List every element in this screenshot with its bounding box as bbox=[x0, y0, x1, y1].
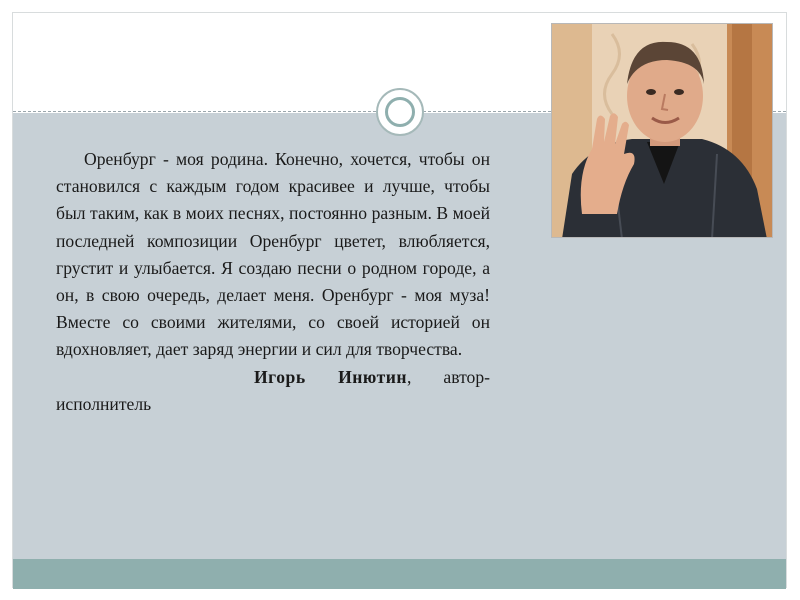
author-photo bbox=[551, 23, 773, 238]
quote-block bbox=[56, 146, 490, 418]
circle-ornament-inner bbox=[385, 97, 415, 127]
footer-bar bbox=[13, 559, 786, 589]
quote-text: Оренбург - моя родина. Конечно, хочется, чтобы он становился с каждым годом красивее и лучше, чтобы был таким, как в моих песнях, постоянно разным. В моей последней композиции Оренбург цветет, влюбляется, грустит и улыбается. Я создаю песни о родном городе, а он, в свою очередь, делает меня. Оренбург - моя муза! Вместе со своими жителями, со своей историей он вдохновляет, дает заряд энергии и сил для творчества. bbox=[56, 149, 490, 360]
author-role: , автор-исполнитель bbox=[56, 366, 490, 414]
circle-ornament-icon bbox=[376, 88, 424, 136]
author-name: Игорь Инютин bbox=[254, 366, 408, 387]
author-photo-image bbox=[552, 24, 773, 238]
quote-attribution bbox=[56, 364, 490, 418]
